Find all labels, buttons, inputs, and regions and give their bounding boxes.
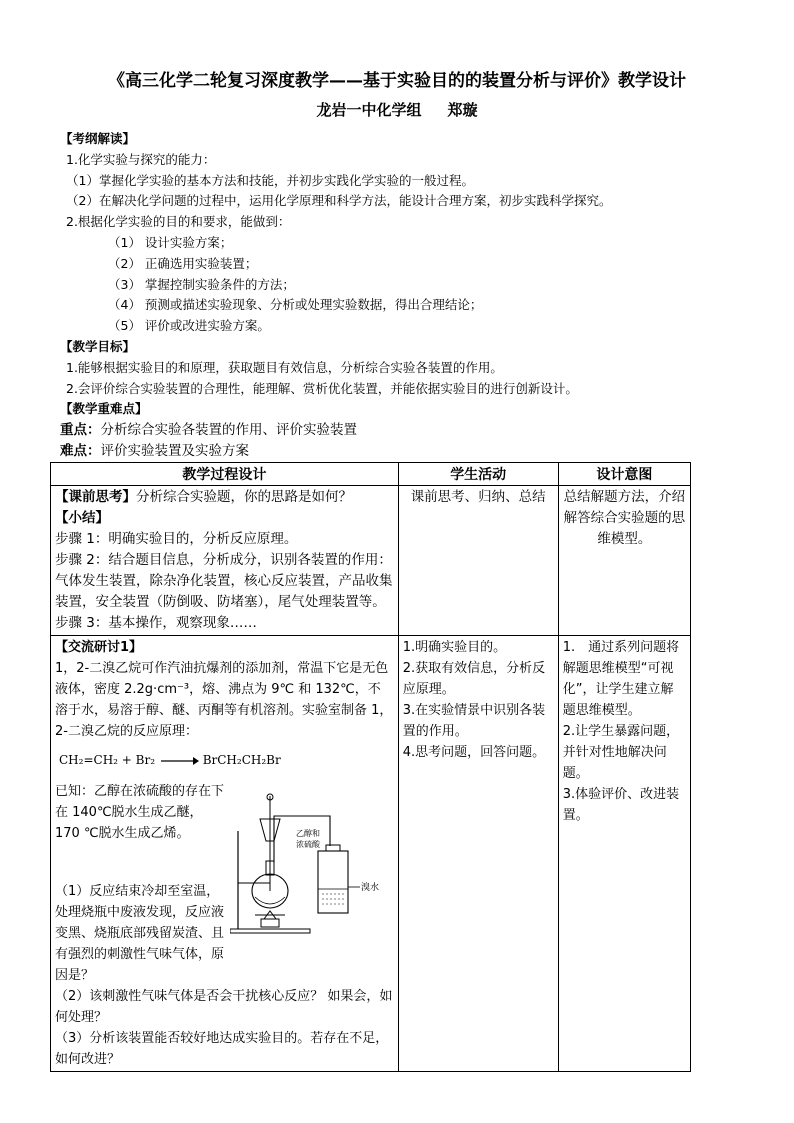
think-text: 分析综合实验题，你的思路是如何？ (136, 489, 352, 505)
document-title: 《高三化学二轮复习深度教学——基于实验目的的装置分析与评价》教学设计 (108, 71, 686, 91)
table-row (51, 486, 691, 636)
activity-text: 课前思考、归纳、总结 (410, 489, 546, 505)
syllabus-item: （1） 设计实验方案； (108, 234, 233, 250)
goals-heading: 【教学目标】 (60, 338, 136, 354)
table-row (51, 636, 691, 1072)
question-1: （1）反应结束冷却至室温，处理烧瓶中废液发现，反应液变黑、烧瓶底部残留炭渣、且有强烈的刺激性气味气体，原因是？ (55, 884, 225, 983)
activity-cell (398, 636, 558, 1072)
process-cell (51, 486, 399, 636)
equation-product: BrCH₂CH₂Br (202, 753, 281, 767)
table-header-row (51, 463, 691, 486)
discussion-tag: 【交流研讨1】 (55, 640, 143, 655)
col-header-process: 教学过程设计 (51, 463, 399, 486)
intent-cell (558, 636, 690, 1072)
intent-item: 2.让学生暴露问题，并针对性地解决问题。 (562, 724, 680, 781)
col-header-activity: 学生活动 (398, 463, 558, 486)
goal-line: 1.能够根据实验目的和原理，获取题目有效信息，分析综合实验各装置的作用。 (66, 359, 503, 375)
known-text: 已知：乙醇在浓硫酸的存在下在 140℃脱水生成乙醚，170 ℃脱水生成乙烯。 (55, 784, 225, 841)
author-name: 郑璇 (447, 101, 478, 119)
question-3: （3）分析该装置能否较好地达成实验目的。若存在不足，如何改进？ (55, 1031, 389, 1067)
syllabus-line: 2.根据化学实验的目的和要求，能做到： (66, 214, 291, 230)
burner-icon (261, 919, 279, 927)
step-3: 步骤 3：基本操作，观察现象…… (55, 615, 257, 631)
syllabus-item: （3） 掌握控制实验条件的方法； (108, 276, 295, 292)
apparatus-diagram (230, 791, 390, 941)
activity-item: 1.明确实验目的。 (402, 640, 507, 655)
school-name: 龙岩一中化学组 (316, 101, 422, 119)
activity-item: 2.获取有效信息，分析反应原理。 (402, 661, 546, 697)
syllabus-item: （4） 预测或描述实验现象、分析或处理实验数据，得出合理结论； (108, 297, 483, 313)
discussion-intro: 1，2-二溴乙烷可作汽油抗爆剂的添加剂，常温下它是无色液体，密度 2.2g·cm⁻³，熔、沸点为 9℃ 和 132℃，不溶于水，易溶于醇、醚、丙酮等有机溶剂。实验室制备 1，2-二溴乙烷的反应原理： (55, 661, 393, 739)
process-cell (51, 636, 399, 1072)
keypoints-heading: 【教学重难点】 (60, 401, 148, 417)
lesson-table (50, 462, 691, 1072)
syllabus-line: （2）在解决化学问题的过程中，运用化学原理和科学方法，能设计合理方案，初步实践科学探究。 (66, 193, 612, 209)
activity-item: 4.思考问题，回答问题。 (402, 745, 546, 760)
syllabus-line: （1）掌握化学实验的基本方法和技能，并初步实践化学实验的一般过程。 (66, 172, 474, 188)
summary-tag: 【小结】 (55, 510, 109, 526)
syllabus-heading: 【考纲解读】 (60, 131, 136, 146)
intent-item: 3.体验评价、改进装置。 (562, 787, 680, 823)
activity-cell (398, 486, 558, 636)
syllabus-item: （5） 评价或改进实验方案。 (108, 318, 270, 334)
reaction-arrow-icon (159, 756, 199, 766)
think-tag: 【课前思考】 (55, 489, 136, 505)
step-1: 步骤 1：明确实验目的，分析反应原理。 (55, 531, 298, 547)
step-2: 步骤 2：结合题目信息，分析成分，识别各装置的作用：气体发生装置，除杂净化装置，核心反应装置，产品收集装置，安全装置（防倒吸、防堵塞），尾气处理装置等。 (55, 552, 393, 610)
equation-reactants: CH₂=CH₂ + Br₂ (59, 753, 156, 767)
activity-item: 3.在实验情景中识别各装置的作用。 (402, 703, 546, 739)
flask-label: 浓硫酸 (295, 840, 320, 849)
bottle-label: 溴水 (360, 882, 379, 892)
known-block (55, 781, 394, 941)
flask-label: 乙醇和 (295, 829, 320, 838)
key-point: 重点：分析综合实验各装置的作用、评价实验装置 (60, 422, 357, 439)
syllabus-line: 1.化学实验与探究的能力： (66, 151, 216, 167)
intent-item: 1. 通过系列问题将解题思维模型“可视化”，让学生建立解题思维模型。 (562, 640, 680, 718)
gas-washing-bottle-icon (318, 851, 348, 913)
intent-cell (558, 486, 690, 636)
reaction-equation (59, 750, 394, 771)
stand-base (230, 929, 310, 933)
syllabus-item: （2） 正确选用实验装置； (108, 255, 258, 271)
syllabus-section (60, 129, 740, 462)
col-header-intent: 设计意图 (558, 463, 690, 486)
document-subtitle (0, 99, 794, 120)
question-2: （2）该刺激性气味气体是否会干扰核心反应？ 如果会，如何处理？ (55, 989, 393, 1025)
intent-text: 总结解题方法，介绍解答综合实验题的思维模型。 (563, 489, 686, 547)
goal-line: 2.会评价综合实验装置的合理性，能理解、赏析优化装置，并能依据实验目的进行创新设计。 (66, 380, 578, 396)
hard-point: 难点：评价实验装置及实验方案 (60, 442, 249, 459)
